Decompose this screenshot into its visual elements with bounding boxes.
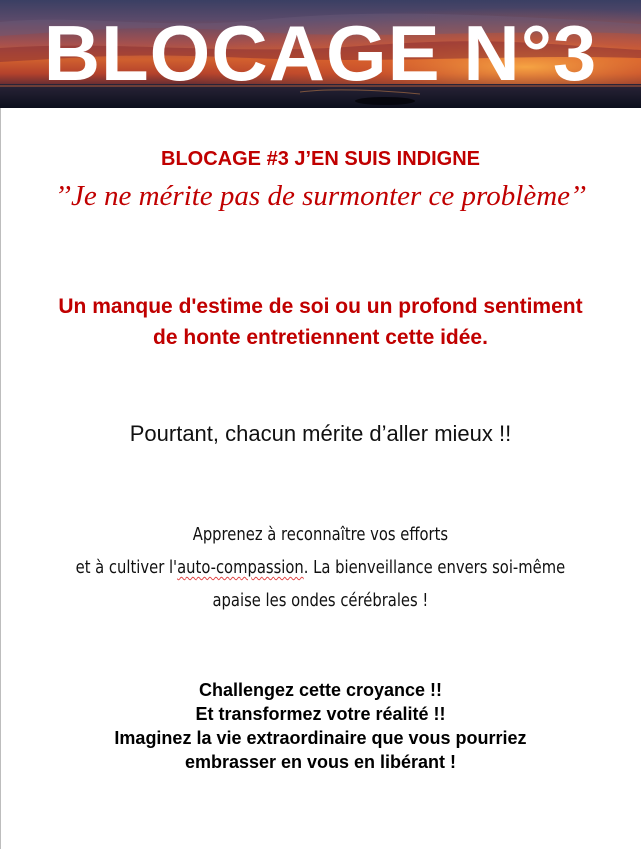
challenge-line-2: Et transformez votre réalité !!: [195, 704, 446, 724]
advice-paragraph: [58, 518, 584, 617]
pourtant-line: Pourtant, chacun mérite d’aller mieux !!: [129, 421, 512, 446]
challenge-line-3: Imaginez la vie extraordinaire que vous pourriez: [114, 728, 527, 748]
advice-line-3: apaise les ondes cérébrales !: [212, 590, 429, 611]
statement-line-1: Un manque d'estime de soi ou un profond sentiment: [58, 295, 583, 318]
advice-line-2-start: et à cultiver l': [75, 557, 178, 578]
sunset-banner: [0, 0, 641, 108]
advice-line-2-end: . La bienveillance envers soi-même: [303, 557, 566, 578]
challenge-line-4: embrasser en vous en libérant !: [184, 752, 457, 772]
statement-paragraph: [0, 291, 641, 353]
blocage-subtitle: BLOCAGE #3 J’EN SUIS INDIGNE: [161, 148, 480, 170]
challenge-line-1: Challengez cette croyance !!: [198, 680, 443, 700]
advice-line-1: Apprenez à reconnaître vos efforts: [192, 524, 449, 545]
statement-line-2: de honte entretiennent cette idée.: [153, 326, 488, 349]
banner-title: BLOCAGE N°3: [43, 9, 598, 97]
challenge-paragraph: [0, 678, 641, 774]
advice-line-2: [58, 551, 584, 584]
spellcheck-underlined-word: auto-compassion: [177, 557, 304, 578]
blocage-quote: ’’Je ne mérite pas de surmonter ce problème’’: [54, 180, 587, 212]
